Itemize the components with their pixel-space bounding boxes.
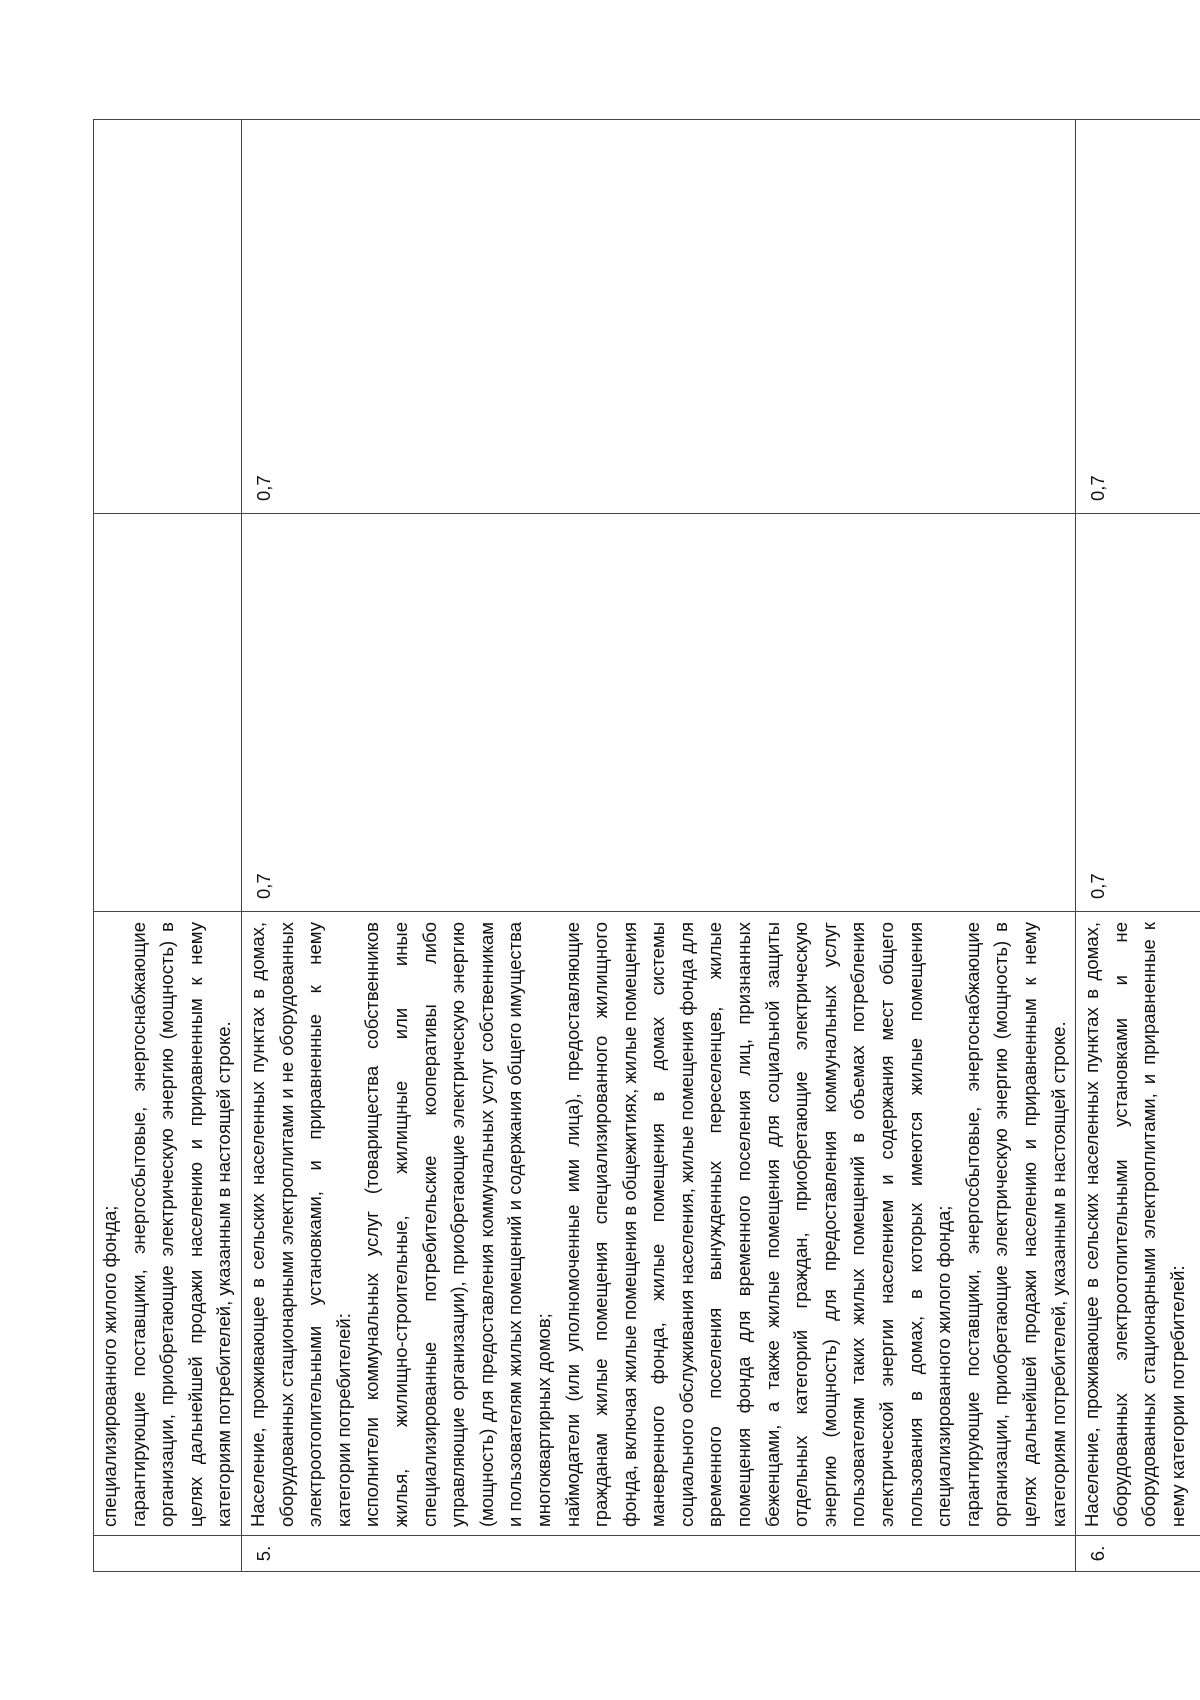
table-row (1076, 120, 1200, 1572)
value-cell (94, 514, 242, 912)
description-cell (241, 912, 1075, 1536)
tariff-table (93, 119, 1200, 1572)
paragraph: Население, проживающее в сельских населенных пунктах в домах, оборудованных стационарными электроплитами и не оборудованных электроотопительными установками, и приравненные к нему категории потребителей: (246, 922, 354, 1527)
paragraph: гарантирующие поставщики, энергосбытовые, энергоснабжающие организации, приобретающие электрическую энергию (мощность) в целях дальнейшей продажи населению и приравненным к нему категориям потребителей, указанным в настоящей строке. (127, 922, 235, 1527)
paragraph: наймодатели (или уполномоченные ими лица), предоставляющие гражданам жилые помещения специализированного жилищного фонда, включая жилые помещения в общежитиях, жилые помещения маневренного фонда, жилые помещения в домах системы социального обслуживания населения, жилые помещения фонда для временного поселения вынужденных переселенцев, жилые помещения фонда для временного поселения лиц, признанных беженцами, а также жилые помещения для социальной защиты отдельных категорий граждан, приобретающие электрическую энергию (мощность) для предоставления коммунальных услуг пользователям таких жилых помещений в объемах потребления электрической энергии населением и содержания мест общего пользования в домах, в которых имеются жилые помещения специализированного жилого фонда; (561, 922, 955, 1527)
value-cell: 0,7 (1076, 120, 1200, 514)
row-number: 5. (241, 1536, 1075, 1572)
paragraph: Население, проживающее в сельских населенных пунктах в домах, оборудованных электроотопительными установками и не оборудованных стационарными электроплитами, и приравненные к нему категории потребителей: (1081, 922, 1188, 1527)
value-cell: 0,7 (241, 120, 1075, 514)
description-cell (1076, 912, 1200, 1536)
value-cell: 0,7 (1076, 514, 1200, 912)
value-cell: 0,7 (241, 514, 1075, 912)
table-row (241, 120, 1075, 1572)
table-row (94, 120, 242, 1572)
paragraph: гарантирующие поставщики, энергосбытовые, энергоснабжающие организации, приобретающие электрическую энергию (мощность) в целях дальнейшей продажи населению и приравненным к нему категориям потребителей, указанным в настоящей строке. (961, 922, 1069, 1527)
description-cell (94, 912, 242, 1536)
row-number: 6. (1076, 1536, 1200, 1572)
paragraph: специализированного жилого фонда; (99, 1205, 120, 1527)
value-cell (94, 120, 242, 514)
paragraph: исполнители коммунальных услуг (товарищества собственников жилья, жилищно-строительные, жилищные или иные специализированные потребительские кооперативы либо управляющие организации), приобретающие электрическую энергию (мощность) для предоставления коммунальных услуг собственникам и пользователям жилых помещений и содержания общего имущества многоквартирных домов; (361, 922, 554, 1527)
row-number (94, 1536, 242, 1572)
